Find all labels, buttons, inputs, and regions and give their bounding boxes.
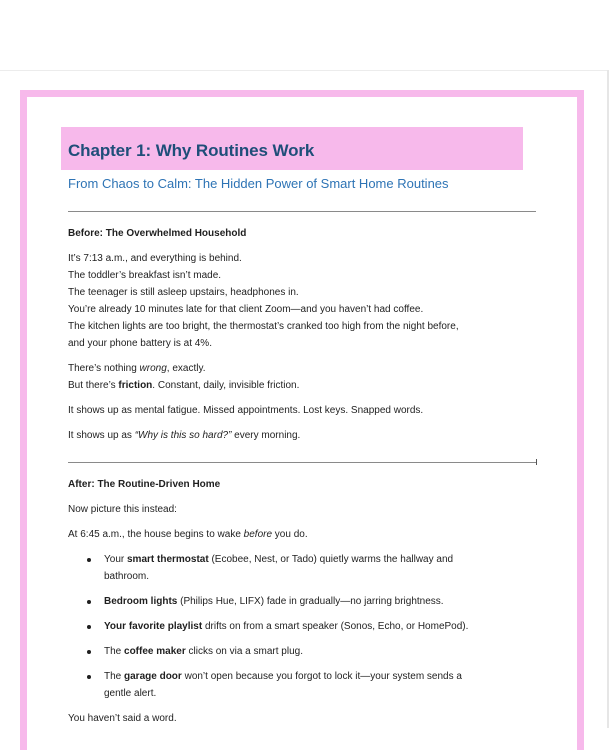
- shows-pre: It shows up as: [68, 430, 135, 441]
- wrong-line: [68, 360, 206, 377]
- bullet-4-bold: coffee maker: [124, 646, 186, 657]
- bullet-3-post: drifts on from a smart speaker (Sonos, Echo, or HomePod).: [202, 621, 469, 632]
- bullet-2: [104, 593, 444, 610]
- wake-line: [68, 526, 308, 543]
- bullet-1-continued: bathroom.: [104, 571, 150, 582]
- wrong-post: , exactly.: [166, 363, 206, 374]
- before-line-6: and your phone battery is at 4%.: [68, 338, 212, 349]
- bullet-4: [104, 643, 303, 660]
- friction-line: [68, 377, 299, 394]
- bullet-4-pre: The: [104, 646, 125, 657]
- before-line-5: The kitchen lights are too bright, the thermostat’s cranked too high from the night before,: [68, 321, 459, 332]
- chapter-title: Chapter 1: Why Routines Work: [68, 141, 315, 160]
- friction-pre: But there’s: [68, 380, 119, 391]
- wake-emphasis: before: [243, 529, 273, 540]
- before-line-1: It’s 7:13 a.m., and everything is behind.: [68, 253, 242, 264]
- bullet-1-pre: Your: [104, 554, 127, 565]
- bullet-2-dot: [87, 600, 91, 604]
- wake-pre: At 6:45 a.m., the house begins to wake: [68, 529, 244, 540]
- friction-post: . Constant, daily, invisible friction.: [152, 380, 300, 391]
- bullet-1-bold: smart thermostat: [126, 554, 209, 565]
- friction-bold: friction: [118, 380, 153, 391]
- section-divider: [68, 211, 536, 212]
- before-heading: Before: The Overwhelmed Household: [68, 228, 247, 239]
- bullet-1: [104, 551, 453, 568]
- shows-line: [68, 427, 300, 444]
- chapter-subtitle: From Chaos to Calm: The Hidden Power of Smart Home Routines: [68, 176, 449, 191]
- before-line-4: You’re already 10 minutes late for that client Zoom—and you haven’t had coffee.: [68, 304, 424, 315]
- before-line-3: The teenager is still asleep upstairs, headphones in.: [68, 287, 299, 298]
- fatigue-line: It shows up as mental fatigue. Missed appointments. Lost keys. Snapped words.: [68, 405, 424, 416]
- bullet-3: [104, 618, 468, 635]
- before-line-2: The toddler’s breakfast isn’t made.: [68, 270, 222, 281]
- bullet-5-dot: [87, 675, 91, 679]
- bullet-3-dot: [87, 625, 91, 629]
- bullet-5-post: won’t open because you forgot to lock it—your system sends a: [181, 671, 462, 682]
- bullet-2-post: (Philips Hue, LIFX) fade in gradually—no jarring brightness.: [177, 596, 444, 607]
- wrong-emphasis: wrong: [139, 363, 167, 374]
- bullet-1-post: (Ecobee, Nest, or Tado) quietly warms the hallway and: [208, 554, 454, 565]
- wrong-pre: There’s nothing: [68, 363, 140, 374]
- after-heading: After: The Routine-Driven Home: [68, 479, 221, 490]
- text-cursor: [536, 459, 537, 465]
- bullet-4-post: clicks on via a smart plug.: [185, 646, 303, 657]
- bullet-1-dot: [87, 558, 91, 562]
- closing-line: You haven’t said a word.: [68, 713, 177, 724]
- bullet-5: [104, 668, 462, 685]
- bullet-5-bold: garage door: [124, 671, 182, 682]
- shows-post: every morning.: [231, 430, 301, 441]
- after-intro: Now picture this instead:: [68, 504, 177, 515]
- wake-post: you do.: [272, 529, 308, 540]
- bullet-5-continued: gentle alert.: [104, 688, 157, 699]
- section-divider-2: [68, 462, 536, 463]
- bullet-3-bold: Your favorite playlist: [104, 621, 203, 632]
- app-toolbar-area: [0, 0, 609, 71]
- bullet-5-pre: The: [104, 671, 125, 682]
- bullet-4-dot: [87, 650, 91, 654]
- shows-emphasis: “Why is this so hard?”: [134, 430, 232, 441]
- bullet-2-bold: Bedroom lights: [104, 596, 178, 607]
